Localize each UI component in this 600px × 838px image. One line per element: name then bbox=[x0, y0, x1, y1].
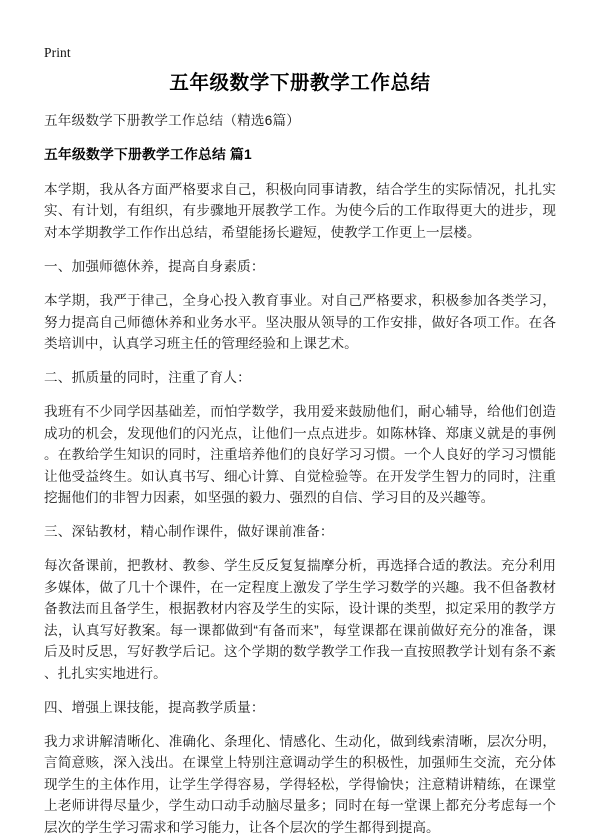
section-body-2: 我班有不少同学因基础差，而怕学数学，我用爱来鼓励他们，耐心辅导，给他们创造成功的机会，发现他们的闪光点，让他们一点点进步。如陈林锋、郑康义就是的事例。在教给学生知识的同时，注重培养他们的良好学习习惯。一个人良好的学习习惯能让他受益终生。如认真书写、细心计算、自觉检验等。在开发学生智力的同时，注重挖掘他们的非智力因素，如坚强的毅力、强烈的自信、学习目的及兴趣等。 bbox=[44, 404, 556, 506]
section-heading-1: 一、加强师德休养，提高自身素质： bbox=[44, 259, 265, 275]
section-heading-3: 三、深钻教材，精心制作课件，做好课前准备： bbox=[44, 524, 334, 540]
section-body-3: 每次备课前，把教材、教参、学生反反复复揣摩分析，再选择合适的教法。充分利用多媒体，做了几十个课件，在一定程度上激发了学生学习数学的兴趣。我不但备教材备教法而且备学生，根据教材内容及学生的实际，设计课的类型，拟定采用的教学方法，认真写好教案。每一课都做到“有备而来”，每堂课都在课前做好充分的准备，课后及时反思，写好教学后记。这个学期的数学教学工作我一直按照教学计划有条不紊、扎扎实实地进行。 bbox=[44, 558, 556, 681]
intro-paragraph: 本学期，我从各方面严格要求自己，积极向同事请教，结合学生的实际情况，扎扎实实、有计划，有组织，有步骤地开展教学工作。为使今后的工作取得更大的进步，现对本学期教学工作作出总结，希望能扬长避短，使教学工作更上一层楼。 bbox=[44, 182, 556, 240]
section-heading-4: 四、增强上课技能，提高教学质量： bbox=[44, 699, 265, 715]
page-title: 五年级数学下册教学工作总结 bbox=[169, 72, 431, 94]
print-button[interactable]: Print bbox=[44, 45, 71, 60]
document-subtitle: 五年级数学下册教学工作总结（精选6篇） bbox=[44, 113, 301, 128]
section-body-4: 我力求讲解清晰化、准确化、条理化、情感化、生动化，做到线索清晰，层次分明，言简意赅，深入浅出。在课堂上特别注意调动学生的积极性，加强师生交流，充分体现学生的主体作用，让学生学得容易，学得轻松，学得愉快；注意精讲精练，在课堂上老师讲得尽量少，学生动口动手动脑尽量多；同时在每一堂课上都充分考虑每一个层次的学生学习需求和学习能力，让各个层次的学生都得到提高。 bbox=[44, 733, 556, 835]
section-heading-2: 二、抓质量的同时，注重了育人： bbox=[44, 370, 251, 386]
section-body-1: 本学期，我严于律己，全身心投入教育事业。对自己严格要求，积极参加各类学习，努力提高自己师德休养和业务水平。坚决服从领导的工作安排，做好各项工作。在各类培训中，认真学习班主任的管理经验和上课艺术。 bbox=[44, 293, 556, 352]
article-heading: 五年级数学下册教学工作总结 篇1 bbox=[44, 147, 252, 162]
print-bar bbox=[44, 44, 71, 62]
document-content bbox=[44, 68, 556, 838]
